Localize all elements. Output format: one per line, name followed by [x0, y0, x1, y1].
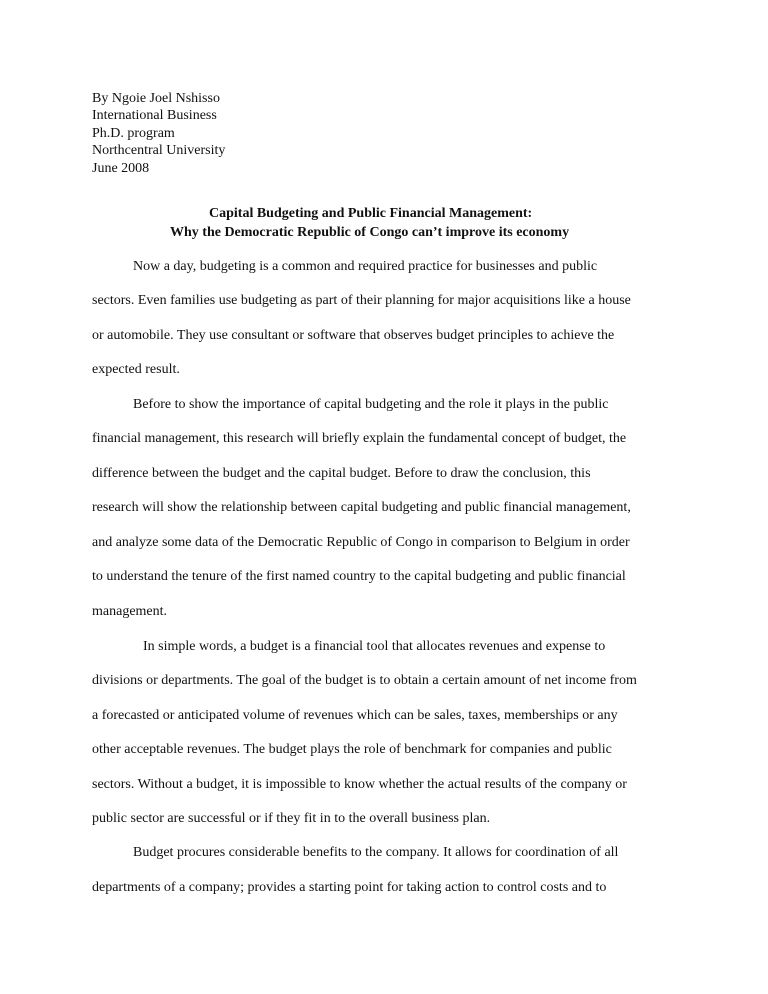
- body-line: In simple words, a budget is a financial tool that allocates revenues and expense to: [143, 639, 606, 654]
- body-line: to understand the tenure of the first named country to the capital budgeting and public financial: [92, 569, 626, 584]
- body-line: management.: [92, 604, 168, 619]
- title-line-1: Capital Budgeting and Public Financial Management:: [209, 206, 533, 221]
- body-line: and analyze some data of the Democratic Republic of Congo in comparison to Belgium in order: [92, 535, 630, 550]
- body-line: public sector are successful or if they fit in to the overall business plan.: [92, 811, 491, 826]
- body-line: divisions or departments. The goal of the budget is to obtain a certain amount of net income from: [92, 673, 637, 688]
- body-line: expected result.: [92, 362, 180, 377]
- body-line: difference between the budget and the capital budget. Before to draw the conclusion, this: [92, 466, 591, 481]
- field-of-study: International Business: [92, 108, 217, 124]
- body-line: or automobile. They use consultant or software that observes budget principles to achieve the: [92, 328, 615, 343]
- body-line: Now a day, budgeting is a common and required practice for businesses and public: [133, 259, 598, 274]
- date: June 2008: [92, 160, 150, 176]
- body-line: financial management, this research will briefly explain the fundamental concept of budget, the: [92, 431, 627, 446]
- body-line: Budget procures considerable benefits to the company. It allows for coordination of all: [133, 845, 619, 860]
- body-line: research will show the relationship between capital budgeting and public financial management,: [92, 500, 631, 515]
- body-line: a forecasted or anticipated volume of revenues which can be sales, taxes, memberships or any: [92, 708, 618, 723]
- body-line: other acceptable revenues. The budget plays the role of benchmark for companies and public: [92, 742, 612, 757]
- body-line: departments of a company; provides a starting point for taking action to control costs and to: [92, 880, 607, 895]
- degree-program: Ph.D. program: [92, 125, 175, 141]
- author-name: By Ngoie Joel Nshisso: [92, 91, 220, 106]
- body-line: sectors. Without a budget, it is impossible to know whether the actual results of the company or: [92, 777, 627, 792]
- university-name: Northcentral University: [92, 143, 226, 159]
- title-line-2: Why the Democratic Republic of Congo can’t improve its economy: [170, 225, 570, 240]
- body-line: Before to show the importance of capital budgeting and the role it plays in the public: [133, 397, 609, 412]
- body-line: sectors. Even families use budgeting as part of their planning for major acquisitions like a house: [92, 293, 631, 308]
- author-block: [92, 90, 225, 177]
